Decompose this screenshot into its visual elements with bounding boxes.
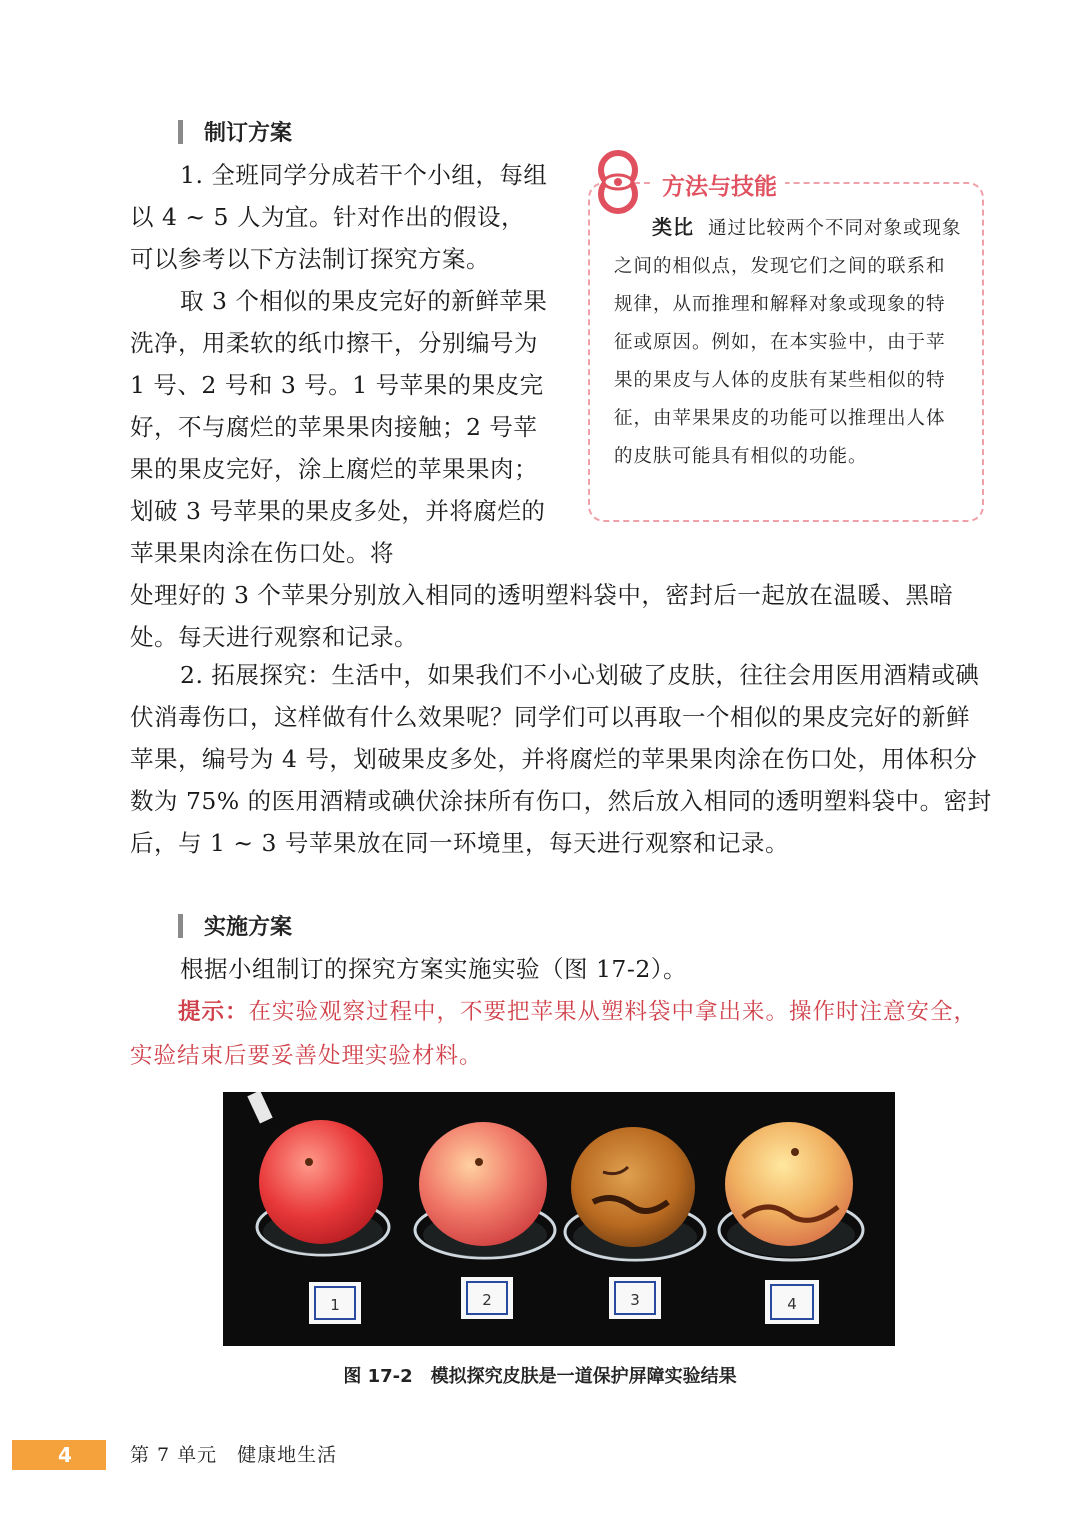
petri-dish-4	[719, 1122, 863, 1260]
petri-dish-1	[257, 1120, 389, 1255]
eye-icon	[594, 150, 642, 216]
method-description: 通过比较两个不同对象或现象之间的相似点，发现它们之间的联系和规律，从而推理和解释对象或现象的特征或原因。例如，在本实验中，由于苹果的果皮与人体的皮肤有某些相似的特征，由苹果果皮的功能可以推理出人体的皮肤可能具有相似的功能。	[614, 218, 962, 467]
method-box-text	[614, 208, 964, 476]
label-card-2	[461, 1277, 513, 1319]
label-card-4	[765, 1280, 819, 1324]
petri-dish-3	[565, 1127, 705, 1260]
section-heading-implement: 实施方案	[204, 915, 293, 940]
label-number-2: 2	[482, 1291, 492, 1309]
method-term: 类比	[652, 215, 694, 239]
section-marker	[178, 120, 183, 144]
method-box-title: 方法与技能	[654, 168, 785, 201]
section-marker	[178, 914, 183, 938]
tip-text: 在实验观察过程中，不要把苹果从塑料袋中拿出来。操作时注意安全，实验结束后要妥善处理实验材料。	[130, 999, 978, 1069]
label-card-3	[609, 1277, 661, 1319]
unit-title: 第 7 单元 健康地生活	[130, 1444, 338, 1466]
plan-paragraph-2-wide: 处理好的 3 个苹果分别放入相同的透明塑料袋中，密封后一起放在温暖、黑暗处。每天进行观察和记录。	[130, 581, 954, 651]
figure-caption: 图 17-2 模拟探究皮肤是一道保护屏障实验结果	[343, 1366, 737, 1387]
label-number-4: 4	[787, 1295, 797, 1313]
label-number-3: 3	[630, 1291, 640, 1309]
safety-tip	[130, 990, 990, 1078]
tip-label: 提示：	[178, 999, 249, 1025]
page-number: 4	[58, 1443, 72, 1467]
petri-dish-2	[415, 1122, 555, 1258]
plan-paragraph-3: 2. 拓展探究：生活中，如果我们不小心划破了皮肤，往往会用医用酒精或碘伏消毒伤口，这样做有什么效果呢？同学们可以再取一个相似的果皮完好的新鲜苹果，编号为 4 号，划破果皮多处，并将腐烂的苹果果肉涂在伤口处，用体积分数为 75% 的医用酒精或碘伏涂抹所有伤口，然后放入相同的透明塑料袋中。密封后，与 1 ~ 3 号苹果放在同一环境里，每天进行观察和记录。	[130, 661, 992, 857]
implement-paragraph: 根据小组制订的探究方案实施实验（图 17-2）。	[180, 955, 688, 983]
plan-paragraph-1: 1. 全班同学分成若干个小组，每组以 4 ~ 5 人为宜。针对作出的假设，可以参考以下方法制订探究方案。	[130, 161, 548, 273]
section-heading-plan: 制订方案	[204, 121, 293, 146]
experiment-photo	[223, 1092, 895, 1346]
plan-paragraph-2-narrow: 取 3 个相似的果皮完好的新鲜苹果洗净，用柔软的纸巾擦干，分别编号为 1 号、2 号和 3 号。1 号苹果的果皮完好，不与腐烂的苹果果肉接触；2 号苹果的果皮完好，涂上腐烂的苹果果肉；划破 3 号苹果的果皮多处，并将腐烂的苹果果肉涂在伤口处。将	[130, 287, 548, 567]
label-card-1	[309, 1282, 361, 1324]
label-number-1: 1	[330, 1296, 340, 1314]
